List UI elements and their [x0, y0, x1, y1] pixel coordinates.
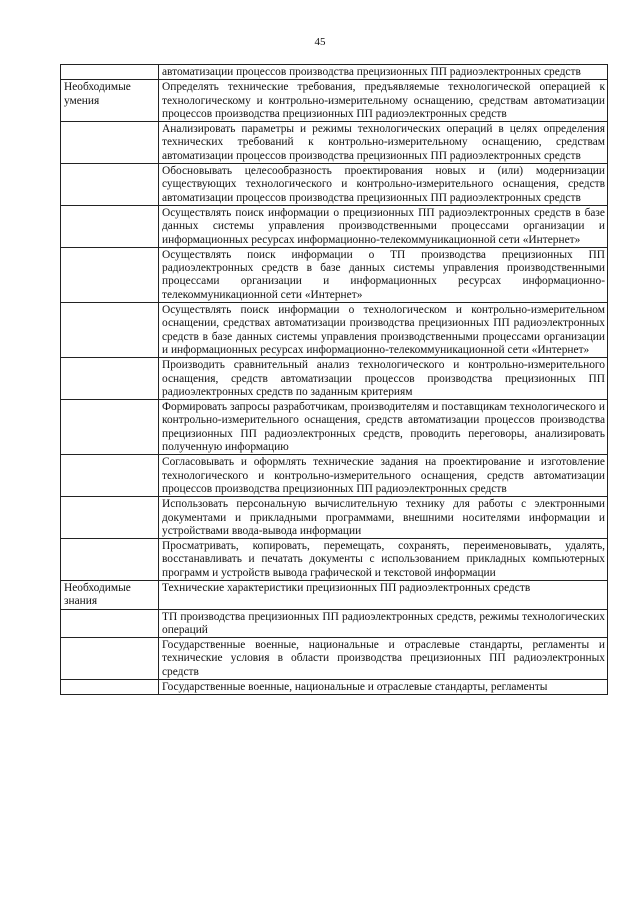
section-label-knowledge: Необходимые знания [61, 580, 159, 609]
row-text: Осуществлять поиск информации о ТП производства прецизионных ПП радиоэлектронных средств в базе данных системы управления производственными процессами организации и информационных ресурсах информационно-телекоммуникационной сети «Интернет» [159, 247, 608, 302]
row-text: Определять технические требования, предъявляемые технологической операцией к технологическому и контрольно-измерительному оснащению, средствам автоматизации процессов производства прецизионных ПП радиоэлектронных средств [159, 80, 608, 122]
page-number: 45 [314, 36, 326, 48]
row-text: автоматизации процессов производства прецизионных ПП радиоэлектронных средств [159, 65, 608, 80]
row-label [61, 164, 159, 206]
row-label [61, 65, 159, 80]
row-text: Анализировать параметры и режимы технологических операций в целях определения технических требований к контрольно-измерительному оснащению, средствам автоматизации процессов производства прецизионных ПП радиоэлектронных средств [159, 122, 608, 164]
row-text: Использовать персональную вычислительную технику для работы с электронными документами и прикладными программами, внешними носителями информации и устройствами ввода-вывода информации [159, 497, 608, 539]
row-text: ТП производства прецизионных ПП радиоэлектронных средств, режимы технологических операций [159, 609, 608, 638]
table-row [61, 638, 608, 680]
row-label [61, 609, 159, 638]
row-text: Производить сравнительный анализ технологического и контрольно-измерительного оснащения, средств автоматизации процессов производства прецизионных ПП радиоэлектронных средств по заданным критериям [159, 358, 608, 400]
row-label [61, 497, 159, 539]
table-row [61, 400, 608, 455]
row-text: Государственные военные, национальные и отраслевые стандарты, регламенты и технические условия в области производства прецизионных ПП радиоэлектронных средств [159, 638, 608, 680]
requirements-table [60, 64, 608, 695]
table-row [61, 65, 608, 80]
row-text: Формировать запросы разработчикам, производителям и поставщикам технологического и контрольно-измерительного оснащения, средств автоматизации процессов производства прецизионных ПП радиоэлектронных средств, проводить переговоры, анализировать полученную информацию [159, 400, 608, 455]
table-row [61, 205, 608, 247]
table-row [61, 303, 608, 358]
row-label [61, 680, 159, 695]
row-label [61, 638, 159, 680]
table-row [61, 680, 608, 695]
row-label [61, 400, 159, 455]
table-row [61, 164, 608, 206]
table-row [61, 358, 608, 400]
table-row [61, 122, 608, 164]
row-text: Просматривать, копировать, перемещать, сохранять, переименовывать, удалять, восстанавливать и печатать документы с использованием прикладных компьютерных программ и устройств вывода графической и текстовой информации [159, 539, 608, 581]
row-label [61, 539, 159, 581]
row-text: Технические характеристики прецизионных ПП радиоэлектронных средств [159, 580, 608, 609]
table-row [61, 580, 608, 609]
table-row [61, 455, 608, 497]
row-text: Согласовывать и оформлять технические задания на проектирование и изготовление технологического и контрольно-измерительного оснащения, средств автоматизации процессов производства прецизионных ПП радиоэлектронных средств [159, 455, 608, 497]
table-row [61, 539, 608, 581]
row-text: Обосновывать целесообразность проектирования новых и (или) модернизации существующих технологического и контрольно-измерительного оснащения, средств автоматизации процессов производства прецизионных ПП радиоэлектронных средств [159, 164, 608, 206]
row-text: Осуществлять поиск информации о прецизионных ПП радиоэлектронных средств в базе данных системы управления производственными процессами организации и информационных ресурсах информационно-телекоммуникационной сети «Интернет» [159, 205, 608, 247]
table-row [61, 609, 608, 638]
table-row [61, 247, 608, 302]
table-row [61, 497, 608, 539]
row-label [61, 205, 159, 247]
row-text: Государственные военные, национальные и отраслевые стандарты, регламенты [159, 680, 608, 695]
row-label [61, 303, 159, 358]
row-label [61, 247, 159, 302]
table-row [61, 80, 608, 122]
row-label [61, 455, 159, 497]
row-label [61, 358, 159, 400]
row-label [61, 122, 159, 164]
section-label-skills: Необходимые умения [61, 80, 159, 122]
row-text: Осуществлять поиск информации о технологическом и контрольно-измерительном оснащении, средствах автоматизации производства прецизионных ПП радиоэлектронных средств в базе данных системы управления производственными процессами организации и информационных ресурсах информационно-телекоммуникационной сети «Интернет» [159, 303, 608, 358]
